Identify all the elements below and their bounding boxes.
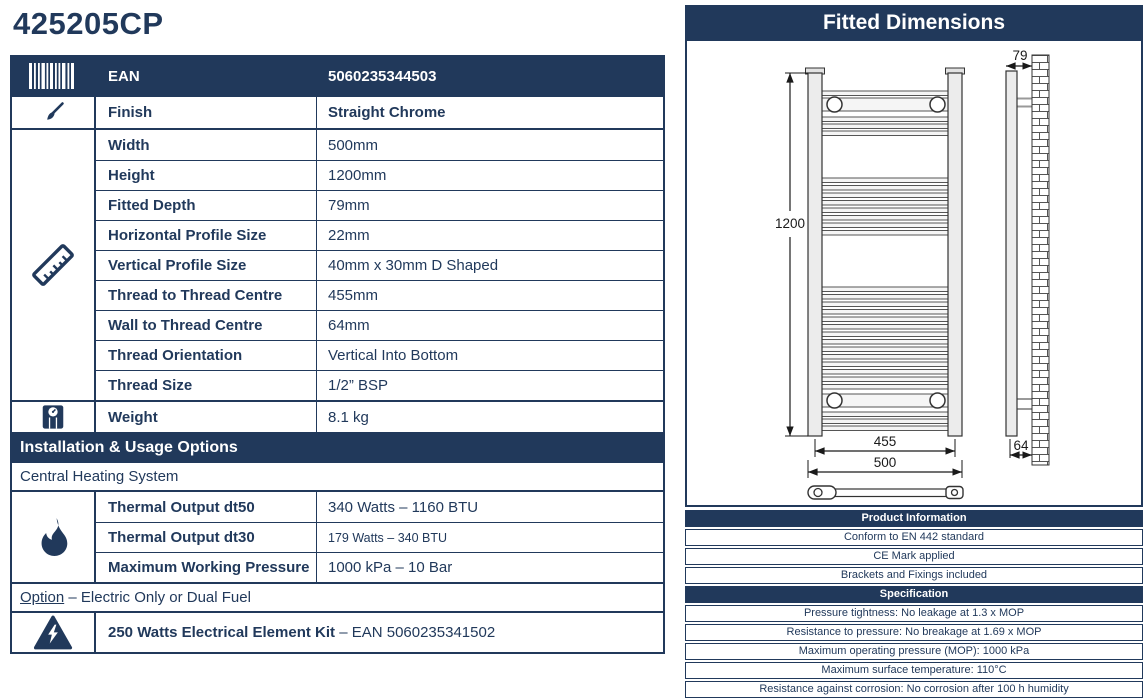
- finish-section: [12, 95, 663, 128]
- spec-value: 8.1 kg: [328, 408, 369, 426]
- ean-header-row: [12, 57, 663, 95]
- spec-label: Height: [96, 161, 317, 190]
- spec-value: 1000 kPa – 10 Bar: [328, 559, 453, 576]
- central-heating-row: Central Heating System: [12, 461, 663, 490]
- fitted-dimensions-panel: [685, 5, 1143, 698]
- spec-row: [96, 160, 663, 190]
- spec-label: Wall to Thread Centre: [96, 311, 317, 340]
- specification-item: Pressure tightness: No leakage at 1.3 x MOP: [685, 605, 1143, 622]
- spec-label: Horizontal Profile Size: [96, 221, 317, 250]
- spec-value: 79mm: [328, 197, 370, 214]
- specification-item: Maximum operating pressure (MOP): 1000 kPa: [685, 643, 1143, 660]
- spec-row: [96, 492, 663, 522]
- spec-value: Vertical Into Bottom: [328, 347, 459, 364]
- dim-depth-label: 79: [1012, 48, 1028, 63]
- radiator-technical-drawing: [687, 41, 1141, 503]
- dim-wall-to-thread-label: 64: [1013, 438, 1029, 453]
- scale-icon: [12, 402, 96, 432]
- spec-row: [96, 250, 663, 280]
- weight-section: [12, 400, 663, 432]
- spec-value: 455mm: [328, 287, 379, 304]
- spec-label: Width: [96, 130, 317, 160]
- thermal-section: [12, 490, 663, 582]
- option-row: [12, 582, 663, 611]
- flame-icon: [12, 492, 96, 582]
- spec-label: Finish: [96, 97, 317, 128]
- electrical-kit-bold-text: 250 Watts Electrical Element Kit: [108, 624, 336, 641]
- spec-row: [96, 190, 663, 220]
- barcode-icon: [12, 57, 96, 95]
- page-title: 425205CP: [13, 6, 164, 41]
- fitted-dimensions-diagram: [685, 41, 1143, 507]
- spec-row: [96, 130, 663, 160]
- spec-label: Thread Size: [96, 371, 317, 400]
- spec-label: Thermal Output dt30: [96, 523, 317, 552]
- dim-width-label: 500: [873, 455, 897, 470]
- specification-item: Maximum surface temperature: 110°C: [685, 662, 1143, 679]
- spec-row: [96, 310, 663, 340]
- spec-row: [96, 340, 663, 370]
- spec-value: 5060235344503: [328, 67, 437, 85]
- dim-height-label: 1200: [774, 216, 806, 231]
- fitted-dimensions-title: Fitted Dimensions: [685, 5, 1143, 41]
- spec-row: [96, 552, 663, 582]
- electrical-kit-text: [96, 613, 663, 652]
- electric-warning-triangle-icon: [12, 613, 96, 652]
- spec-label: Thread Orientation: [96, 341, 317, 370]
- spec-row: [96, 280, 663, 310]
- spec-row: [96, 97, 663, 128]
- dimensions-section: [12, 128, 663, 400]
- electrical-kit-rest-text: – EAN 5060235341502: [335, 624, 496, 641]
- spec-row: [96, 220, 663, 250]
- spec-label: EAN: [108, 67, 140, 85]
- spec-value: 1200mm: [328, 167, 387, 184]
- ruler-icon: [12, 130, 96, 400]
- product-info-rows: [685, 510, 1143, 698]
- spec-row: [96, 57, 663, 95]
- spec-row: [96, 522, 663, 552]
- specification-header: Specification: [685, 586, 1143, 603]
- spec-row: [96, 402, 663, 432]
- product-information-item: Brackets and Fixings included: [685, 567, 1143, 584]
- paintbrush-icon: [12, 97, 96, 128]
- spec-label: Fitted Depth: [96, 191, 317, 220]
- installation-usage-header: Installation & Usage Options: [12, 432, 663, 461]
- specification-item: Resistance to pressure: No breakage at 1.69 x MOP: [685, 624, 1143, 641]
- product-information-item: Conform to EN 442 standard: [685, 529, 1143, 546]
- specification-item: Resistance against corrosion: No corrosion after 100 h humidity: [685, 681, 1143, 698]
- spec-label: Maximum Working Pressure: [96, 553, 317, 582]
- product-information-item: CE Mark applied: [685, 548, 1143, 565]
- spec-row: [96, 613, 663, 652]
- spec-value: 1/2” BSP: [328, 377, 389, 394]
- spec-label: Vertical Profile Size: [96, 251, 317, 280]
- product-information-header: Product Information: [685, 510, 1143, 527]
- dim-thread-centres-label: 455: [873, 434, 897, 449]
- spec-value: 340 Watts – 1160 BTU: [328, 498, 479, 516]
- spec-label: Thread to Thread Centre: [96, 281, 317, 310]
- option-rest-text: – Electric Only or Dual Fuel: [64, 589, 251, 606]
- electrical-section: [12, 611, 663, 652]
- spec-value: 179 Watts – 340 BTU: [328, 530, 448, 545]
- option-underlined-text: Option: [20, 589, 65, 606]
- spec-value: 64mm: [328, 317, 370, 334]
- spec-row: [96, 370, 663, 400]
- spec-value: Straight Chrome: [328, 104, 446, 121]
- spec-value: 22mm: [328, 227, 370, 244]
- product-spec-panel: [10, 4, 665, 654]
- spec-table: [10, 55, 665, 654]
- spec-label: Weight: [96, 402, 317, 432]
- spec-label: Thermal Output dt50: [96, 492, 317, 522]
- spec-value: 40mm x 30mm D Shaped: [328, 257, 499, 274]
- spec-value: 500mm: [328, 136, 379, 154]
